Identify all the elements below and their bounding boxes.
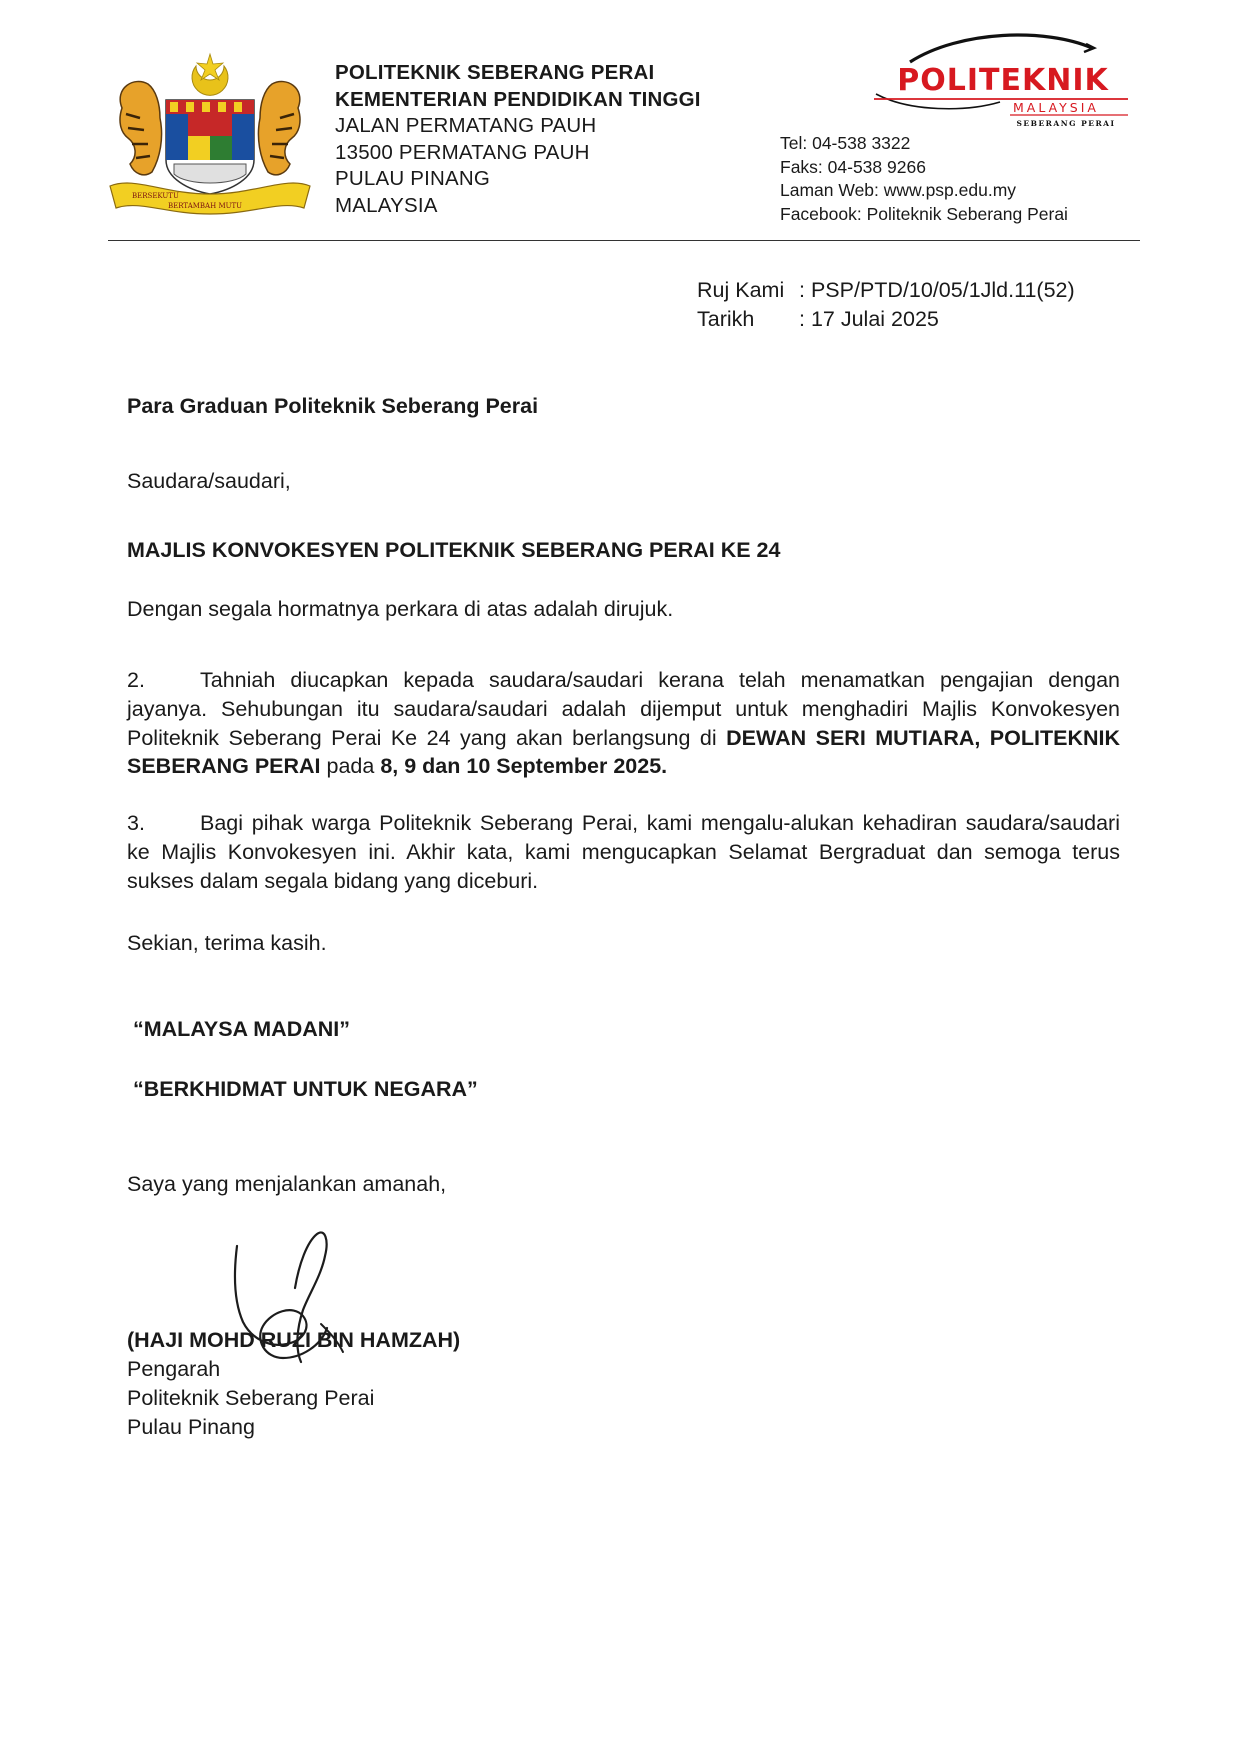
address-line-2: 13500 PERMATANG PAUH (335, 140, 590, 164)
address-country: MALAYSIA (335, 193, 438, 217)
org-name: POLITEKNIK SEBERANG PERAI (335, 61, 655, 84)
paragraph-2-venue: DEWAN SERI MUTIARA, POLITEKNIK SEBERANG PERAI (127, 725, 1121, 779)
closing-line: Sekian, terima kasih. (127, 931, 327, 955)
header-divider (108, 240, 1140, 241)
opening-line: Dengan segala hormatnya perkara di atas adalah dirujuk. (127, 597, 674, 621)
address-state: PULAU PINANG (335, 167, 491, 190)
salutation: Saudara/saudari, (127, 469, 291, 493)
paragraph-3-number: 3. (127, 811, 145, 835)
signer-title: Pengarah (127, 1357, 221, 1381)
crest-motto-right: BERTAMBAH MUTU (168, 202, 243, 210)
politeknik-malaysia-logo-icon (870, 26, 1136, 136)
organization-address (335, 60, 701, 219)
logo-campus-text: SEBERANG PERAI (1016, 119, 1116, 128)
crest-motto-left: BERSEKUTU (132, 192, 179, 200)
paragraph-2-end: . (661, 754, 668, 779)
contact-website: Laman Web: www.psp.edu.my (780, 180, 1017, 200)
subject: MAJLIS KONVOKESYEN POLITEKNIK SEBERANG PERAI KE 24 (127, 538, 781, 562)
signer-organization: Politeknik Seberang Perai (127, 1386, 375, 1410)
signer-state: Pulau Pinang (127, 1415, 255, 1439)
reference-value: : PSP/PTD/10/05/1Jld.11(52) (799, 278, 1075, 302)
contact-info (780, 132, 1068, 226)
paragraph-2-number: 2. (127, 668, 145, 692)
paragraph-2-connector: pada (320, 754, 381, 779)
malaysia-coat-of-arms-icon (104, 48, 316, 218)
slogan-malaysia-madani: “MALAYSA MADANI” (133, 1017, 350, 1041)
sign-off: Saya yang menjalankan amanah, (127, 1172, 447, 1196)
paragraph-2-dates: 8, 9 dan 10 September 2025 (380, 754, 662, 779)
address-line-1: JALAN PERMATANG PAUH (335, 114, 597, 137)
slogan-berkhidmat: “BERKHIDMAT UNTUK NEGARA” (133, 1077, 478, 1101)
paragraph-2-text: Tahniah diucapkan kepada saudara/saudari kerana telah menamatkan pengajian dengan jayanya. Sehubungan itu saudara/saudari adalah dijemput untuk menghadiri Majlis Konvokesyen Politeknik Seberang Perai Ke 24 yang akan berlangsung di (127, 668, 1120, 750)
paragraph-3 (127, 809, 1120, 895)
reference-block (697, 276, 1075, 334)
reference-label: Ruj Kami (697, 278, 785, 302)
paragraph-2 (127, 666, 1120, 781)
ministry-name: KEMENTERIAN PENDIDIKAN TINGGI (335, 87, 701, 111)
recipient: Para Graduan Politeknik Seberang Perai (127, 394, 539, 418)
contact-fax: Faks: 04-538 9266 (780, 156, 926, 177)
date-value: : 17 Julai 2025 (799, 307, 939, 331)
logo-main-text: POLITEKNIK (897, 63, 1109, 98)
paragraph-3-text: Bagi pihak warga Politeknik Seberang Perai, kami mengalu-alukan kehadiran saudara/saudari ke Majlis Konvokesyen ini. Akhir kata, kami mengucapkan Selamat Bergraduat dan semoga terus sukses dalam segala bidang yang diceburi. (127, 811, 1120, 893)
contact-facebook: Facebook: Politeknik Seberang Perai (780, 203, 1068, 224)
date-label: Tarikh (697, 307, 755, 331)
signature-icon (225, 1228, 360, 1368)
date-row (697, 305, 1075, 334)
signer-name: (HAJI MOHD RUZI BIN HAMZAH) (127, 1328, 461, 1352)
logo-sub-text: MALAYSIA (1013, 100, 1099, 115)
reference-row (697, 276, 1075, 305)
contact-tel: Tel: 04-538 3322 (780, 133, 911, 153)
